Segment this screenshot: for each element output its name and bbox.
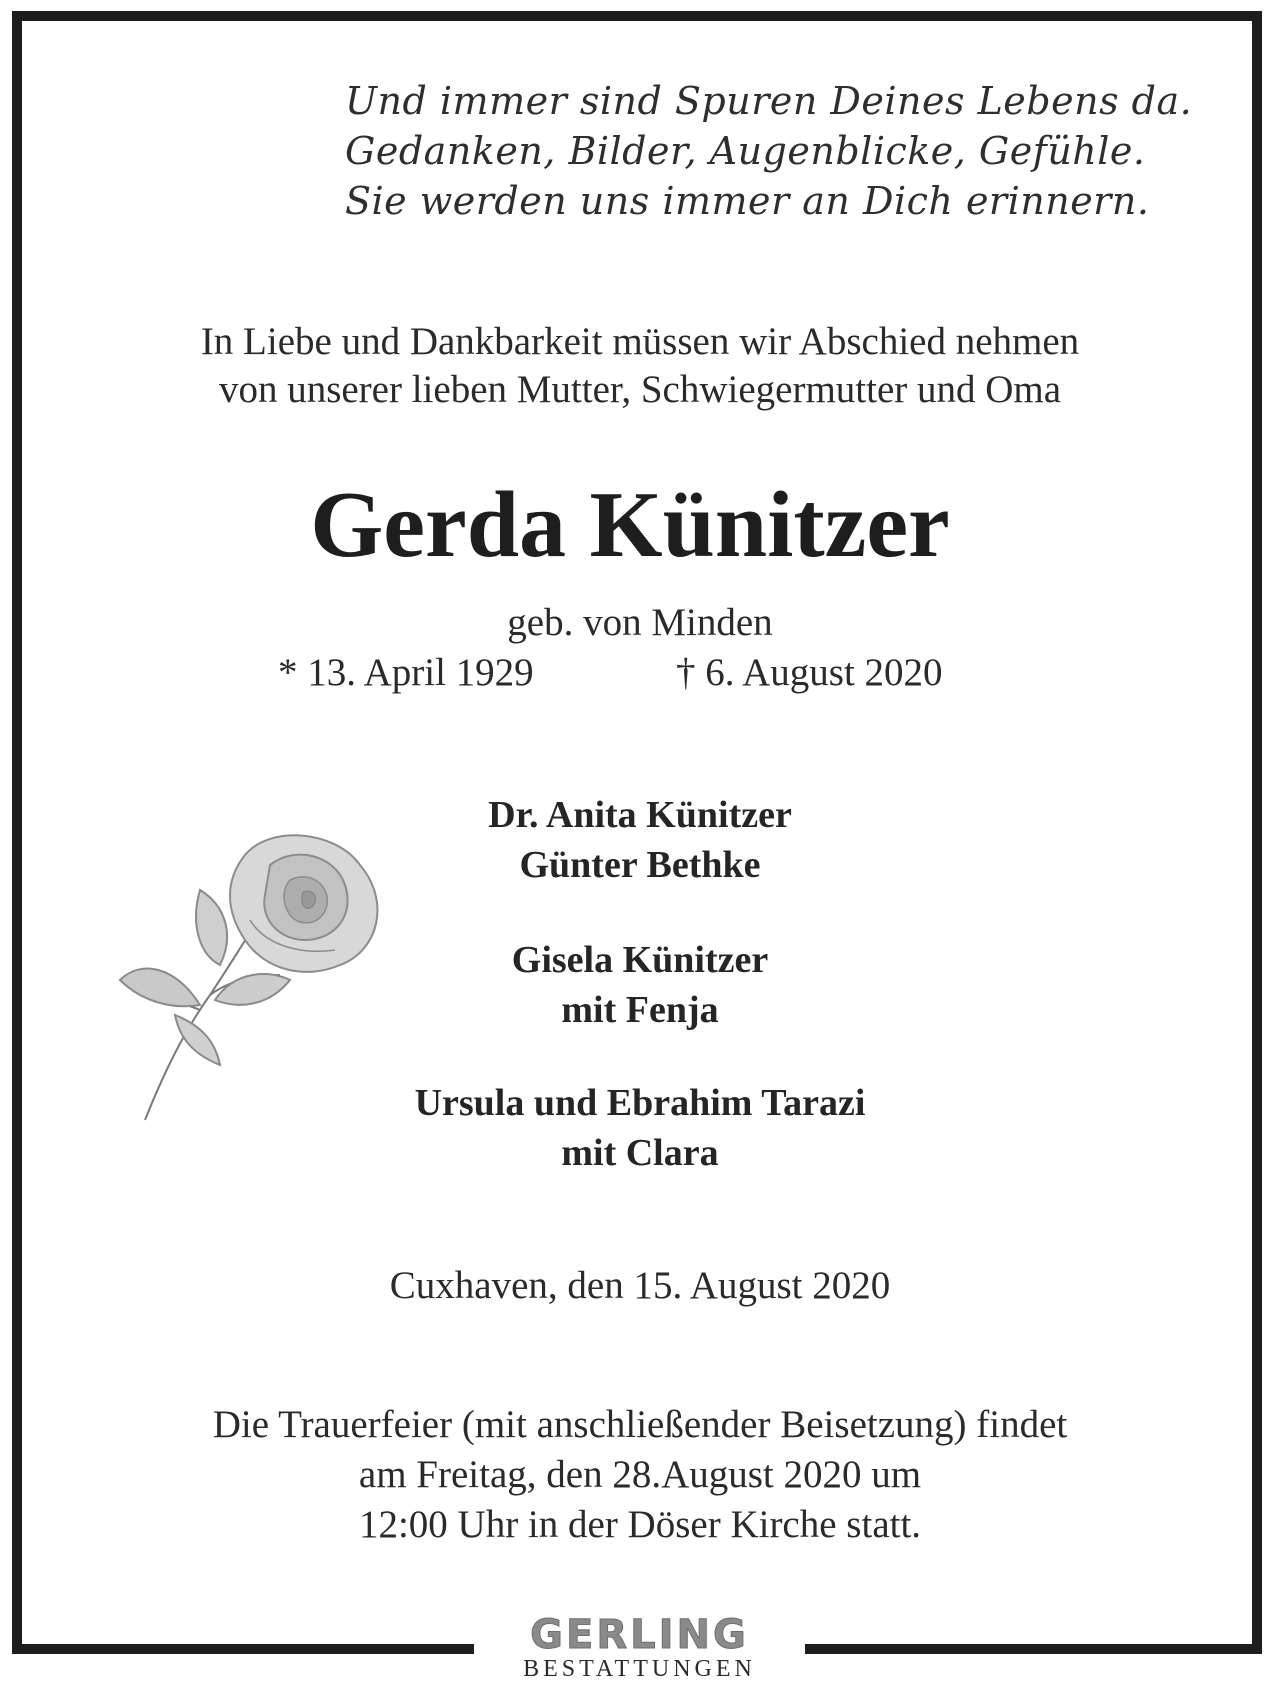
mourner-line: mit Fenja (561, 989, 719, 1031)
border-bottom-right (805, 1644, 1262, 1654)
place-and-date: Cuxhaven, den 15. August 2020 (389, 1264, 891, 1307)
mourner-group (340, 935, 940, 1035)
deceased-name: Gerda Künitzer (310, 473, 950, 577)
logo-subtitle: BESTATTUNGEN (523, 1656, 756, 1682)
quote-line: Gedanken, Bilder, Augenblicke, Gefühle. (345, 129, 1146, 173)
intro-line: von unserer lieben Mutter, Schwiegermutter und Oma (218, 368, 1062, 411)
mourner-line: Dr. Anita Künitzer (488, 794, 792, 836)
ceremony-line: am Freitag, den 28.August 2020 um (358, 1453, 922, 1496)
mourner-group (340, 1078, 940, 1178)
mourner-line: Günter Bethke (519, 844, 761, 886)
quote-line: Sie werden uns immer an Dich erinnern. (345, 179, 1150, 223)
quote-line: Und immer sind Spuren Deines Lebens da. (345, 79, 1193, 123)
mourner-line: Ursula und Ebrahim Tarazi (414, 1082, 866, 1124)
funeral-home-logo (474, 1614, 805, 1682)
logo-name: GERLING (530, 1612, 749, 1658)
intro-line: In Liebe und Dankbarkeit müssen wir Abschied nehmen (200, 320, 1080, 363)
intro-text (40, 318, 1240, 414)
death-date: † 6. August 2020 (676, 651, 943, 694)
maiden-name: geb. von Minden (507, 601, 773, 644)
ceremony-line: Die Trauerfeier (mit anschließender Beisetzung) findet (212, 1403, 1068, 1446)
ceremony-details (40, 1400, 1240, 1550)
mourner-line: mit Clara (561, 1132, 719, 1174)
mourner-group (340, 790, 940, 890)
ceremony-line: 12:00 Uhr in der Döser Kirche statt. (358, 1503, 922, 1546)
birth-date: * 13. April 1929 (278, 651, 534, 694)
border-bottom-left (12, 1644, 474, 1654)
mourner-line: Gisela Künitzer (511, 939, 769, 981)
memorial-quote (345, 76, 1225, 226)
